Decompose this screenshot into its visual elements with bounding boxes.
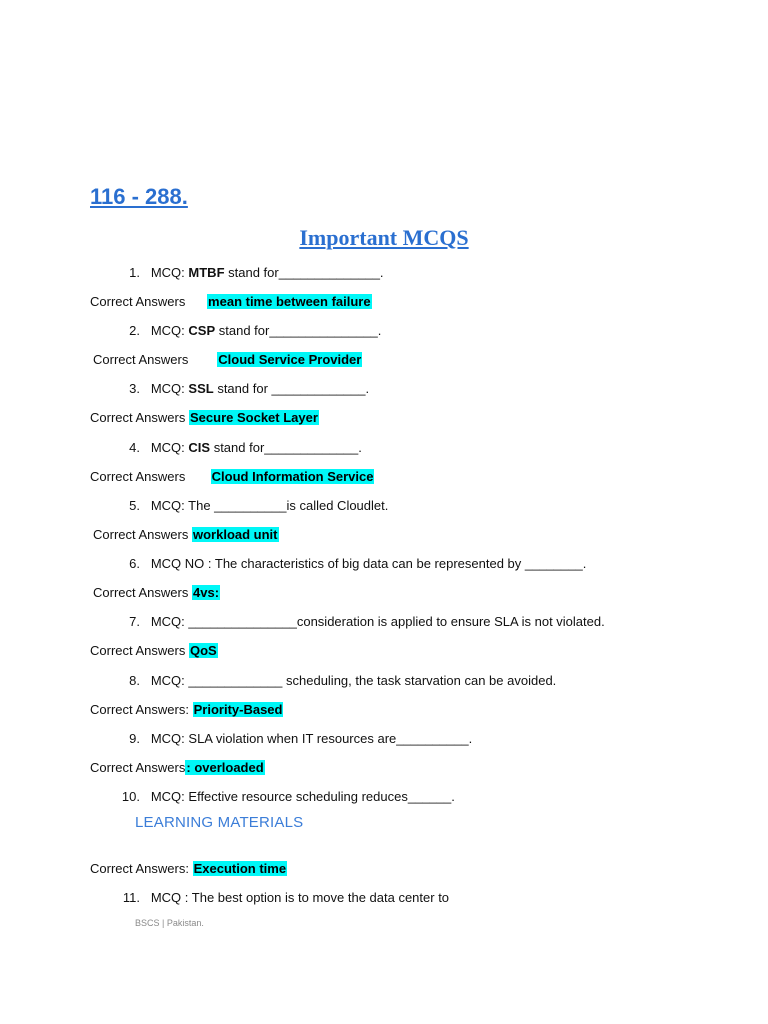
question-9 [116, 731, 472, 746]
question-text: MCQ : The best option is to move the data center to [150, 890, 450, 905]
question-term: CIS [188, 440, 211, 455]
question-5 [116, 498, 388, 513]
answer-label: Correct Answers: [90, 702, 189, 717]
question-text: MCQ: [150, 265, 189, 280]
answer-2 [93, 352, 362, 367]
answer-label: Correct Answers [90, 410, 186, 425]
question-6 [116, 556, 586, 571]
answer-value: Cloud Service Provider [218, 352, 362, 367]
question-11 [116, 890, 449, 905]
answer-label: Correct Answers [90, 643, 186, 658]
answer-5 [93, 527, 279, 542]
question-text: MCQ: _____________ scheduling, the task starvation can be avoided. [150, 673, 557, 688]
answer-1 [90, 294, 372, 309]
answer-3 [90, 410, 319, 425]
question-term: MTBF [188, 265, 225, 280]
question-10 [116, 789, 455, 804]
question-text: MCQ NO : The characteristics of big data can be represented by ________. [150, 556, 587, 571]
question-7 [116, 614, 605, 629]
question-4 [116, 440, 362, 455]
answer-value: Secure Socket Layer [190, 410, 318, 425]
answer-value: Priority-Based [193, 702, 283, 717]
question-text-tail: stand for_____________. [210, 440, 362, 455]
page-range-heading: 116 - 288. [90, 184, 188, 209]
answer-label: Correct Answers [90, 760, 186, 775]
question-8 [116, 673, 556, 688]
question-text: MCQ: [150, 381, 189, 396]
question-number: 4. [129, 440, 140, 455]
answer-value: QoS [190, 643, 217, 658]
answer-label: Correct Answers: [90, 861, 189, 876]
question-term: SSL [188, 381, 214, 396]
answer-label: Correct Answers [93, 352, 189, 367]
question-number: 7. [129, 614, 140, 629]
answer-value: workload unit [193, 527, 278, 542]
answer-6 [93, 585, 220, 600]
question-number: 11. [122, 890, 140, 905]
question-1 [116, 265, 384, 280]
answer-value: Cloud Information Service [211, 469, 374, 484]
answer-label: Correct Answers [90, 469, 186, 484]
answer-label: Correct Answers [93, 585, 189, 600]
answer-value: 4vs: [193, 585, 220, 600]
answer-10 [90, 861, 287, 876]
page-title: Important MCQS [299, 225, 469, 250]
question-text-tail: stand for _____________. [213, 381, 370, 396]
question-text: MCQ: The __________is called Cloudlet. [150, 498, 389, 513]
question-text: MCQ: _______________consideration is applied to ensure SLA is not violated. [150, 614, 605, 629]
answer-label: Correct Answers [93, 527, 189, 542]
learning-materials-label: LEARNING MATERIALS [135, 814, 304, 831]
question-term: CSP [188, 323, 216, 338]
page-footer: BSCS | Pakistan. [135, 918, 204, 928]
question-number: 9. [129, 731, 140, 746]
question-number: 10. [121, 789, 140, 804]
question-text-tail: stand for______________. [224, 265, 384, 280]
answer-9 [90, 760, 265, 775]
question-2 [116, 323, 381, 338]
answer-value: mean time between failure [208, 294, 371, 309]
answer-7 [90, 643, 218, 658]
question-number: 2. [129, 323, 140, 338]
question-number: 3. [129, 381, 140, 396]
answer-8 [90, 702, 283, 717]
question-number: 6. [129, 556, 140, 571]
question-text: MCQ: SLA violation when IT resources are__________. [150, 731, 473, 746]
question-number: 5. [129, 498, 140, 513]
answer-4 [90, 469, 374, 484]
question-number: 8. [129, 673, 140, 688]
answer-value: : overloaded [186, 760, 264, 775]
question-text: MCQ: [150, 323, 189, 338]
answer-label: Correct Answers [90, 294, 186, 309]
question-text-tail: stand for_______________. [215, 323, 382, 338]
answer-value: Execution time [193, 861, 287, 876]
question-text: MCQ: Effective resource scheduling reduces______. [150, 789, 455, 804]
question-text: MCQ: [150, 440, 189, 455]
question-number: 1. [129, 265, 140, 280]
question-3 [116, 381, 369, 396]
